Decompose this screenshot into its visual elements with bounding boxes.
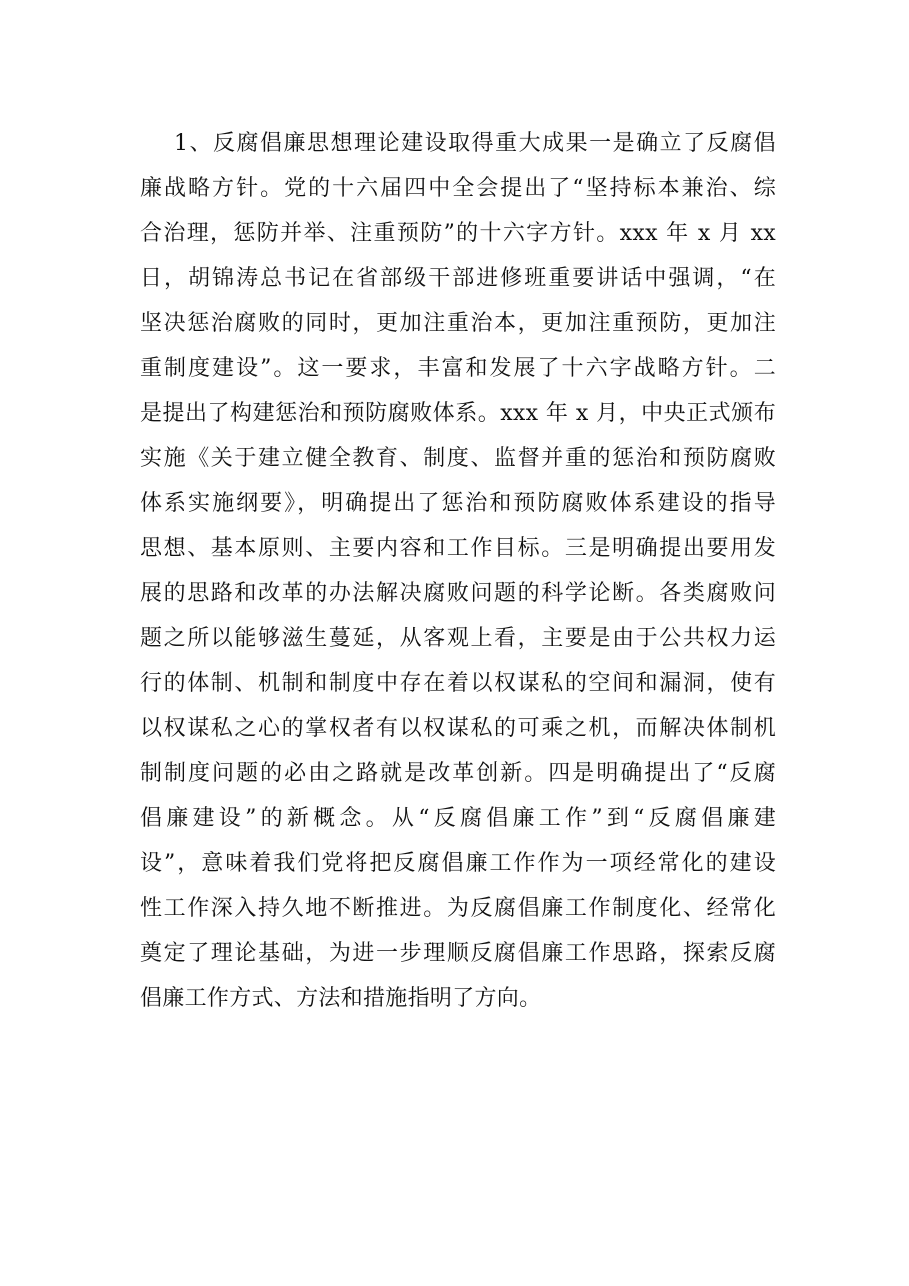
paragraph-line-3: 合治理，惩防并举、注重预防”的十六字方针。xxx 年 x 月 xx — [140, 221, 776, 246]
paragraph-line-1: 1、反腐倡廉思想理论建设取得重大成果一是确立了反腐倡 — [174, 131, 776, 156]
body-paragraph — [140, 121, 776, 1021]
paragraph-line-20: 倡廉工作方式、方法和措施指明了方向。 — [140, 986, 542, 1011]
paragraph-line-10: 思想、基本原则、主要内容和工作目标。三是明确提出要用发 — [140, 536, 776, 561]
paragraph-line-13: 行的体制、机制和制度中存在着以权谋私的空间和漏洞，使有 — [140, 671, 776, 696]
paragraph-line-14: 以权谋私之心的掌权者有以权谋私的可乘之机，而解决体制机 — [140, 716, 776, 741]
paragraph-line-17: 设”，意味着我们党将把反腐倡廉工作作为一项经常化的建设 — [140, 851, 776, 876]
paragraph-line-6: 重制度建设”。这一要求，丰富和发展了十六字战略方针。二 — [140, 356, 776, 381]
paragraph-line-2: 廉战略方针。党的十六届四中全会提出了“坚持标本兼治、综 — [140, 176, 776, 201]
paragraph-line-16: 倡廉建设”的新概念。从“反腐倡廉工作”到“反腐倡廉建 — [140, 806, 776, 831]
paragraph-line-5: 坚决惩治腐败的同时，更加注重治本，更加注重预防，更加注 — [140, 311, 776, 336]
paragraph-line-8: 实施《关于建立健全教育、制度、监督并重的惩治和预防腐败 — [140, 446, 776, 471]
paragraph-line-19: 奠定了理论基础，为进一步理顺反腐倡廉工作思路，探索反腐 — [140, 941, 776, 966]
paragraph-line-9: 体系实施纲要》，明确提出了惩治和预防腐败体系建设的指导 — [140, 491, 776, 516]
paragraph-line-18: 性工作深入持久地不断推进。为反腐倡廉工作制度化、经常化 — [140, 896, 776, 921]
paragraph-line-15: 制制度问题的必由之路就是改革创新。四是明确提出了“反腐 — [140, 761, 776, 786]
paragraph-line-12: 题之所以能够滋生蔓延，从客观上看，主要是由于公共权力运 — [140, 626, 776, 651]
paragraph-line-11: 展的思路和改革的办法解决腐败问题的科学论断。各类腐败问 — [140, 581, 776, 606]
paragraph-line-7: 是提出了构建惩治和预防腐败体系。xxx 年 x 月，中央正式颁布 — [140, 401, 776, 426]
paragraph-line-4: 日，胡锦涛总书记在省部级干部进修班重要讲话中强调，“在 — [140, 266, 776, 291]
